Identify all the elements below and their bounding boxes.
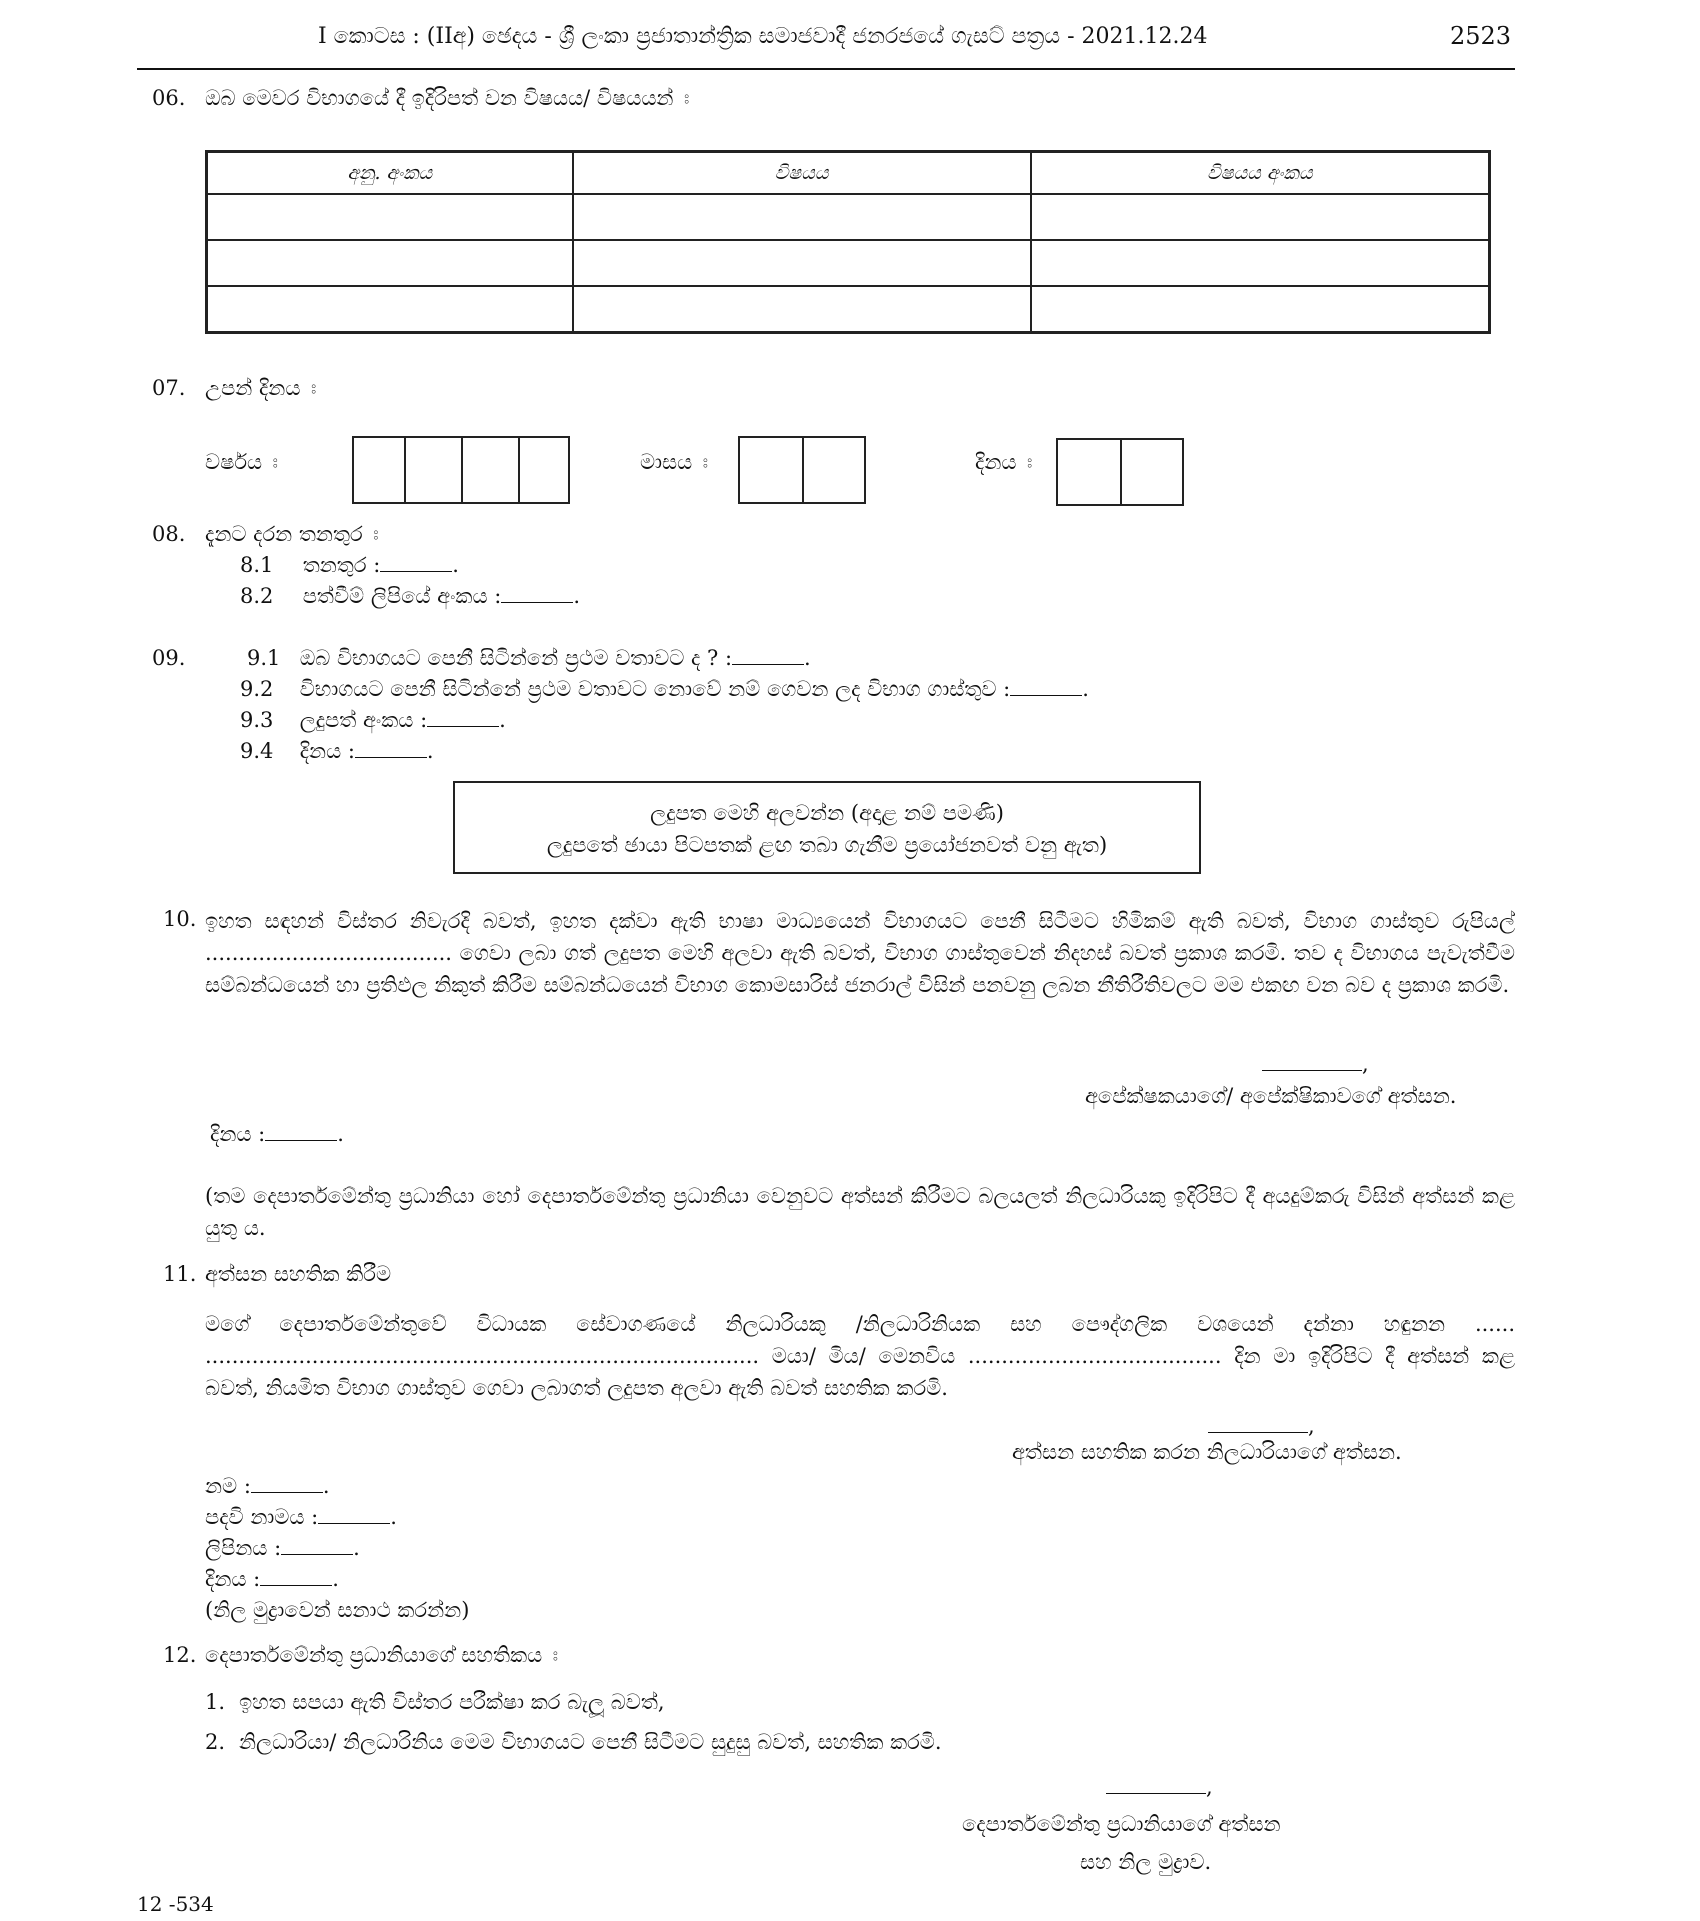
fill-in-line[interactable] — [380, 557, 452, 572]
day-digit-box[interactable] — [1058, 440, 1120, 504]
item-9-4 — [240, 739, 434, 764]
item-text: නිලධාරියා/ නිලධාරිනිය මෙම විභාගයට පෙනී සිටීමට සුදුසු බවත්, සහතික කරමි. — [239, 1730, 942, 1754]
section-11-title: අත්සන සහතික කිරීම — [205, 1262, 392, 1286]
month-digit-box[interactable] — [802, 438, 864, 502]
officer-address-field — [205, 1536, 360, 1561]
item-label: දිනය : — [299, 739, 355, 763]
receipt-notice-line-1: ලදුපත මෙහි අලවන්න (අදාළ නම් පමණි) — [650, 801, 1004, 825]
table-cell[interactable] — [1031, 240, 1490, 286]
officer-designation-field — [205, 1505, 397, 1530]
receipt-paste-box — [453, 781, 1201, 874]
item-number: 1. — [205, 1690, 226, 1714]
table-cell[interactable] — [1031, 194, 1490, 240]
table-row — [207, 194, 1490, 240]
subjects-table-header — [207, 152, 1490, 195]
item-label: තනතුර : — [302, 553, 381, 577]
year-digit-box[interactable] — [518, 438, 568, 502]
field-label: දිනය : — [205, 1567, 261, 1591]
table-cell[interactable] — [573, 286, 1031, 333]
fill-in-line[interactable] — [427, 712, 499, 727]
applicant-signature-line[interactable] — [1262, 1070, 1362, 1071]
officer-date-field — [205, 1567, 339, 1592]
day-boxes — [1056, 438, 1184, 506]
section-10-note: (තම දෙපාර්තමේන්තු ප්‍රධානියා හෝ දෙපාර්තමේන්තු ප්‍රධානියා වෙනුවට අත්සන් කිරීමට බලයලත් නිලධාරියකු ඉදිරිපිට දී අයදුම්කරු විසින් අත්සන් කළ යුතු ය. — [205, 1184, 1515, 1240]
fill-in-line[interactable] — [260, 1571, 332, 1586]
item-number: 9.3 — [240, 708, 274, 732]
section-06-label: ඔබ මෙවර විභාගයේ දී ඉදිරිපත් වන විෂයය/ විෂයයන් ඃ — [205, 86, 690, 110]
fill-in-line[interactable] — [318, 1509, 390, 1524]
table-row — [207, 286, 1490, 333]
month-label: මාසය ඃ — [640, 450, 709, 474]
certificate-item-2 — [205, 1730, 942, 1755]
item-number: 9.2 — [240, 677, 274, 701]
month-boxes — [738, 436, 866, 504]
item-number: 9.1 — [247, 646, 281, 670]
column-header-subject-no: විෂයය අංකය — [1031, 152, 1490, 195]
applicant-signature-comma: , — [1362, 1052, 1369, 1076]
section-12-number: 12. — [163, 1643, 197, 1667]
field-end: . — [353, 1536, 360, 1560]
section-11-number: 11. — [163, 1262, 197, 1286]
item-end: . — [573, 584, 581, 608]
item-end: . — [426, 739, 434, 763]
item-9-2 — [240, 677, 1089, 702]
field-label: නම : — [205, 1474, 251, 1498]
department-head-signature-comma: , — [1206, 1775, 1213, 1799]
year-boxes — [352, 436, 570, 504]
table-row — [207, 240, 1490, 286]
certifying-officer-signature-line[interactable] — [1208, 1432, 1308, 1433]
item-text: ඉහත සපයා ඇති විස්තර පරීක්ෂා කර බැලූ බවත්, — [239, 1690, 665, 1714]
department-head-signature-label: දෙපාර්තමේන්තු ප්‍රධානියාගේ අත්සන — [962, 1812, 1281, 1836]
table-cell[interactable] — [573, 194, 1031, 240]
table-cell[interactable] — [207, 286, 573, 333]
item-8-2 — [240, 584, 580, 609]
item-number: 9.4 — [240, 739, 274, 763]
column-header-serial-no: අනු. අංකය — [207, 152, 573, 195]
field-label: ලිපිනය : — [205, 1536, 282, 1560]
section-07-number: 07. — [152, 376, 186, 400]
item-number: 8.2 — [240, 584, 274, 608]
date-label: දිනය : — [210, 1122, 266, 1146]
field-end: . — [332, 1567, 339, 1591]
item-label: ඔබ විභාගයට පෙනී සිටින්නේ ප්‍රථම වතාවට ද ? : — [299, 646, 733, 670]
section-07-label: උපන් දිනය ඃ — [205, 376, 317, 400]
section-10-date — [210, 1122, 344, 1147]
certificate-item-1 — [205, 1690, 665, 1715]
table-cell[interactable] — [573, 240, 1031, 286]
certifying-officer-signature-comma: , — [1308, 1414, 1315, 1438]
item-end: . — [499, 708, 506, 732]
fill-in-line[interactable] — [265, 1126, 337, 1141]
department-head-signature-line[interactable] — [1106, 1793, 1206, 1794]
section-11-certification: මගේ දෙපාර්තමේන්තුවේ විධායක සේවාගණයේ නිලධාරියකු /නිලධාරිනියක සහ පෞද්ගලික වශයෙන් දන්නා හඳුනන ...... ................................................................................... මයා/ මිය/ මෙනවිය ...................................... දින මා ඉදිරිපිට දී අත්සන් කළ බවත්, නියමිත විභාග ගාස්තුව ගෙවා ලබාගත් ලදුපත අලවා ඇති බවත් සහතික කරමි. — [205, 1312, 1515, 1400]
year-digit-box[interactable] — [404, 438, 461, 502]
certifying-officer-signature-label: අත්සන සහතික කරන නිලධාරියාගේ අත්සන. — [1012, 1440, 1402, 1464]
fill-in-line[interactable] — [355, 743, 427, 758]
footer-code: 12 -534 — [137, 1892, 214, 1916]
page-number: 2523 — [1450, 22, 1512, 50]
header-divider — [137, 68, 1515, 70]
item-end: . — [1082, 677, 1089, 701]
receipt-notice-line-2: ලදුපතේ ඡායා පිටපතක් ළඟ තබා ගැනීම ප්‍රයෝජනවත් වනු ඇත) — [546, 833, 1108, 857]
table-cell[interactable] — [1031, 286, 1490, 333]
item-end: . — [452, 553, 459, 577]
section-10-number: 10. — [163, 907, 197, 931]
month-digit-box[interactable] — [740, 438, 802, 502]
day-label: දිනය ඃ — [975, 450, 1033, 474]
year-digit-box[interactable] — [354, 438, 404, 502]
gazette-header-title: I කොටස : (IIඅ) ඡෙදය - ශ්‍රී ලංකා ප්‍රජාතාන්ත්‍රික සමාජවාදී ජනරජයේ ගැසට් පත්‍රය - 2021.12.24 — [318, 24, 1208, 49]
item-label: විභාගයට පෙනී සිටින්නේ ප්‍රථම වතාවට නොවේ නම් ගෙවන ලද විභාග ගාස්තුව : — [299, 677, 1011, 701]
table-cell[interactable] — [207, 194, 573, 240]
section-08-number: 08. — [152, 522, 186, 546]
column-header-subject: විෂයය — [573, 152, 1031, 195]
item-number: 8.1 — [240, 553, 274, 577]
table-cell[interactable] — [207, 240, 573, 286]
fill-in-line[interactable] — [501, 588, 573, 603]
fill-in-line[interactable] — [732, 650, 804, 665]
section-10-declaration: ඉහත සඳහන් විස්තර නිවැරදි බවත්, ඉහත දක්වා ඇති භාෂා මාධ්‍යයෙන් විභාගයට පෙනී සිටීමට හිමිකම් ඇති බවත්, විභාග ගාස්තුව රුපියල් ..................................... ගෙවා ලබා ගත් ලදුපත මෙහි අලවා ඇති බවත්, විභාග ගාස්තුවෙන් නිදහස් බවත් ප්‍රකාශ කරමි. තව ද විභාගය පැවැත්වීම සම්බන්ධයෙන් හා ප්‍රතිඵල නිකුත් කිරීම සම්බන්ධයෙන් විභාග කොමසාරිස් ජනරාල් විසින් පනවනු ලබන නීතිරීතිවලට මම එකඟ වන බව ද ප්‍රකාශ කරමි. — [205, 909, 1515, 997]
fill-in-line[interactable] — [1010, 681, 1082, 696]
section-06-number: 06. — [152, 86, 186, 110]
item-8-1 — [240, 553, 459, 578]
section-12-label: දෙපාර්තමේන්තු ප්‍රධානියාගේ සහතිකය ඃ — [205, 1643, 559, 1667]
fill-in-line[interactable] — [281, 1540, 353, 1555]
fill-in-line[interactable] — [251, 1478, 323, 1493]
item-9-3 — [240, 708, 506, 733]
field-end: . — [390, 1505, 397, 1529]
item-9-1 — [247, 646, 811, 671]
department-head-stamp-label: සහ නිල මුද්‍රාව. — [1080, 1850, 1212, 1874]
officer-name-field — [205, 1474, 330, 1499]
day-digit-box[interactable] — [1120, 440, 1182, 504]
item-number: 2. — [205, 1730, 226, 1754]
official-stamp-note: (නිල මුද්‍රාවෙන් සනාථ කරන්න) — [205, 1598, 470, 1622]
item-label: පත්වීම් ලිපියේ අංකය : — [302, 584, 502, 608]
applicant-signature-label: අපේක්ෂකයාගේ/ අපේක්ෂිකාවගේ අත්සන. — [1085, 1084, 1457, 1108]
item-label: ලදුපත් අංකය : — [299, 708, 428, 732]
field-label: පදවි නාමය : — [205, 1505, 319, 1529]
year-label: වර්ෂය ඃ — [205, 450, 278, 474]
date-end: . — [337, 1122, 344, 1146]
section-09-number: 09. — [152, 646, 186, 670]
field-end: . — [322, 1474, 330, 1498]
section-08-label: දැනට දරන තනතුර ඃ — [205, 522, 379, 546]
year-digit-box[interactable] — [461, 438, 518, 502]
item-end: . — [804, 646, 811, 670]
subjects-table — [205, 150, 1491, 334]
